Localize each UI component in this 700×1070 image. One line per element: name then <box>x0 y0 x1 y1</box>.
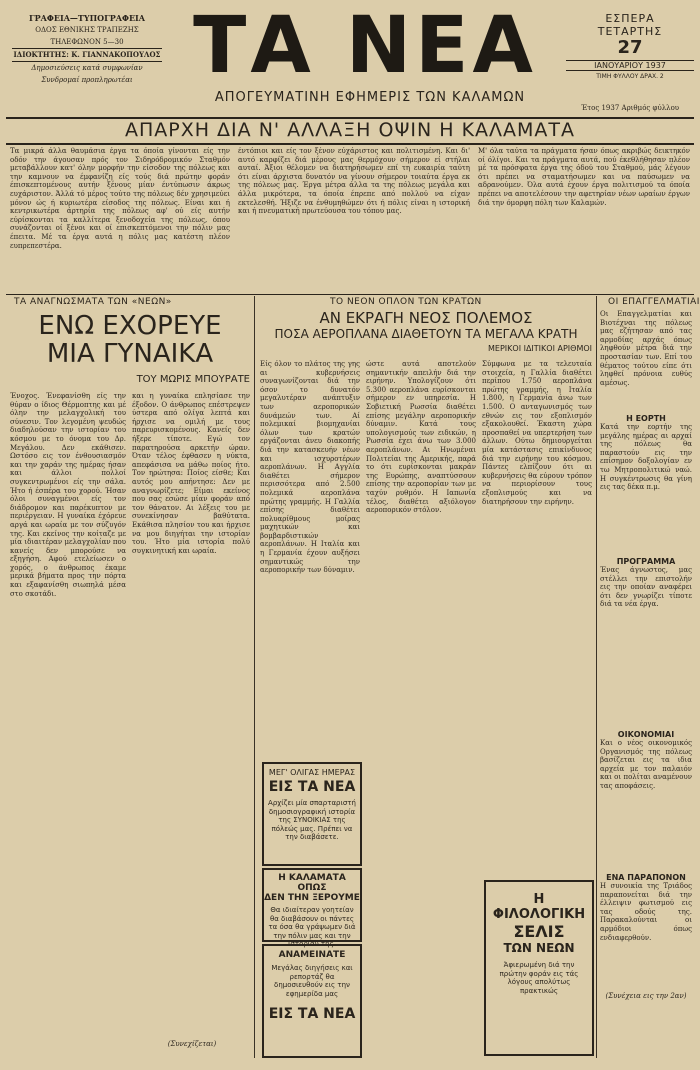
issue-number: Έτος 1937 Αριθμός φύλλου <box>580 104 680 112</box>
right-text: Ένας άγνωστος, μας στέλλει την επιστολήν εις την οποίαν αναφέρει ότι δεν γνωρίζει τίποτε διά τα νέα έργα. <box>600 566 692 609</box>
promo-main: ΕΙΣ ΤΑ ΝΕΑ <box>268 779 356 795</box>
promo-box <box>262 762 362 866</box>
right-text: Κατά την εορτήν της μεγάλης ημέρας αι αρχαί της πόλεως θα παραστούν εις την επίσημον δοξολογίαν εν τω Μητροπολιτικώ ναώ. Η συγκέντρωσις θα γίνη εις τας δέκα π.μ. <box>600 423 692 492</box>
day: 27 <box>617 37 643 58</box>
promo-text: Αρχίζει μία σπαρταριστή δημοσιογραφική ιστορία της ΣΥΝΟΙΚΙΑΣ της πόλεώς μας. Πρέπει να την διαβάσετε. <box>268 799 356 842</box>
section-label: ΤΟ ΝΕΟΝ ΟΠΛΟΝ ΤΩΝ ΚΡΑΤΩΝ <box>330 297 482 307</box>
war-col3: Σύμφωνα με τα τελευταία στοιχεία, η Γαλλία διαθέτει περίπου 1.750 αεροπλάνα πρώτης γραμμής, η Ιταλία 1.800, η Γερμανία άνω των 1.500. Ο ανταγωνισμός των εθνών εις τον εξοπλισμόν εξακολουθεί. Έκαστη χώρα προσπαθεί να υπερτερήση των άλλων. Ούτω δημιουργείται μία κατάστασις επικίνδυνος διά την ειρήνην του κόσμου. Πάντες ελπίζουν ότι αι κυβερνήσεις θα εύρουν τρόπον να περιορίσουν τους εξοπλισμούς και να διατηρήσουν την ειρήνην. <box>482 360 592 506</box>
info-line: ΟΔΟΣ ΕΘΝΙΚΗΣ ΤΡΑΠΕΖΗΣ <box>35 26 139 34</box>
kalamata-title: ΔΕΝ ΤΗΝ ΞΕΡΟΥΜΕ <box>264 893 360 903</box>
right-text: Η συνοικία της Τριάδος παραπονείται διά την έλλειψιν φωτισμού εις τας οδούς της. Παρακαλούνται οι αρμόδιοι όπως ενδιαφερθούν. <box>600 882 692 942</box>
promo-main: ΕΙΣ ΤΑ ΝΕΑ <box>268 1006 356 1023</box>
edition: ΕΣΠΕΡΑ <box>605 12 655 25</box>
literary-title: ΣΕΛΙΣ <box>513 922 565 941</box>
story-byline: ΤΟΥ ΜΩΡΙΣ ΜΠΟΥΡΑΤΕ <box>136 374 250 385</box>
war-title-line2: ΠΟΣΑ ΑΕΡΟΠΛΑΝΑ ΔΙΑΘΕΤΟΥΝ ΤΑ ΜΕΓΑΛΑ ΚΡΑΤΗ <box>274 327 578 341</box>
promo-text: Μεγάλας διηγήσεις και ρεπορτάζ θα δημοσιευθούν εις την εφημερίδα μας <box>271 964 353 998</box>
info-line: Δημοσιεύσεις κατά συμφωνίαν <box>31 64 143 72</box>
literary-page-box <box>484 880 594 1056</box>
war-col2: ώστε αυτά αποτελούν σημαντικήν απειλήν διά την ειρήνην. Υπολογίζουν ότι 5.300 αεροπλάνα ευρίσκονται σήμερον εν υπηρεσία. Η Σοβιετική Ρωσσία διαθέτει επίσης μεγάλην αεροπορικήν δύναμιν. Κατά τους υπολογισμούς των ειδικών, η Ρωσσία έχει άνω των 3.000 αεροπλάνων. Αι Ηνωμέναι Πολιτείαι της Αμερικής, παρά το ότι ευρίσκονται μακράν της Ευρώπης, αναπτύσσουν επίσης την αεροπορίαν των με ταχύν ρυθμόν. Η Ιαπωνία τέλος, διαθέτει αξιόλογον αεροπορικόν στόλον. <box>366 360 476 515</box>
story-title-line: ΜΙΑ ΓΥΝΑΙΚΑ <box>46 339 214 369</box>
literary-title: ΤΩΝ ΝΕΩΝ <box>503 941 575 955</box>
war-title-line1: ΑΝ ΕΚΡΑΓΗ ΝΕΟΣ ΠΟΛΕΜΟΣ <box>319 309 533 327</box>
lead-article-col2: έντόπιοι και είς τον ξένον εύχάριστος και πολιτισμένη. Και δι' αυτό καρφίζει διά μέρους μας θερμόχουν σήμερον εί στήλαι αυταί. Άξιοι θέλομεν να διατηρήσωμεν επί τη ευκαιρία ταύτη ότι είναι άρχιστα δυνατόν να γίνουν σήμερον τοιαύτα έργα εκ της πόλεως μας. Έργα μέτρα άλλα τα της πόλεως μεγάλα και άλλα μικρότερα, τα όποία έπρεπε από πολλού να είχαν εκτελεσθή. Ήξιζε να ένθυμηθώμεν ότι ή πόλις είναι η ιστορική και ή πνευματική πρωτεύουσα του τόπου μας. <box>238 147 470 216</box>
info-line: ΤΗΛΕΦΩΝΟΝ 5—30 <box>50 38 124 46</box>
story-col1: Ένοχος. Ένεφανίσθη είς την θύραν ο ίδιος Θέρμοπτης και μέ όλην την μελαγχολική του σύνεσιν. Τον λεγομένη ψευδώς διαδηλούσαν την ιστορίαν του κόσμου με το όνομα του Δρ. Μεγάλου. Δεν εκάθισεν. Ωστόσο εις τον ένθουσιασμόν και την χαράν της ημέρας ήσαν και άλλοι πολλοί συγκεντρωμένοι είς την σάλα. Ήτο ή έσπέρα του χορού. Ήσαν όλοι συναγμένοι είς τον διάδρομον και παρέκυπτον με περιέργειαν. Η γυναίκα έχόρευε αργά και ωραία με τον σύζυγόν της. Και εκείνος την κοίταζε με μία ιδιαιτέραν μελαγχολίαν που κανείς δεν μπορούσε να εξηγήση. Αφού ετελείωσεν ο χορός, ο άνθρωπος έκαμε μερικά βήματα προς την πόρτα και εξαφανίσθη σιωπηλά μέσα στο σκοτάδι. <box>10 392 126 598</box>
right-column <box>600 310 692 1001</box>
right-text: Οι Επαγγελματίαι και Βιοτέχναι της πόλεως μας εζήτησαν από τας αρμοδίας αρχάς όπως ληφθούν μέτρα διά την προστασίαν των. Επί του θέματος τούτου είπε ότι ληφθεί πρόνοια ευθύς αμέσως. <box>600 310 692 387</box>
lead-article-col1: Τα μικρά άλλα θαυμάσια έργα τα όποία γίνονται είς την οδόν την άγουσαν πρός τον Σιδηρόδρομικόν Σταθμόν μεταβάλλουν κατ' όλην μορφήν την είσοδον της πόλεως και την καμνουν να έμφανίζη είς τούς διά πρώτην φοράν έπισκεπτομένους αυτήν ξένους μίαν έντύπωσιν άκρως ευχάριστον. Άλλά τό μέρος τούτο της πόλεως δέν χρησιμεύει μόνον ώς ή κυριωτέρα είσοδος της πόλεως. Είναι και ή κεντρικωτέρα άρτηρία της πόλεως αφ' ού είς αυτήν εύρίσκονται τα καλλίτερα ξενοδοχεία της πόλεως, όπου συνάζονται οί ξένοι και οί επισκεπτόμενοι την πόλιν μας έπειτα. Μέ τα έργα αυτά η πόλις μας κατέστη πλέον ευπρεπεστέρα. <box>10 147 230 250</box>
month-year: ΙΑΝΟΥΑΡΙΟΥ 1937 <box>566 60 694 71</box>
masthead-right-info <box>566 12 694 80</box>
info-line: ΙΔΙΟΚΤΗΤΗΣ: Κ. ΓΙΑΝΝΑΚΟΠΟΥΛΟΣ <box>12 48 162 62</box>
story-title-line: ΕΝΩ ΕΧΟΡΕΥΕ <box>38 311 222 341</box>
newspaper-subtitle: ΑΠΟΓΕΥΜΑΤΙΝΗ ΕΦΗΜΕΡΙΣ ΤΩΝ ΚΑΛΑΜΩΝ <box>214 90 526 105</box>
story-col2: και η γυναίκα επλησίασε την έξοδον. Ο άνθρωπος επέστρεψεν ύστερα από ολίγα λεπτά και ήρχισε να ομιλή με τους παρευρισκομένους. Κανείς δεν ήξερε τίποτε. Εγώ τον παρατηρούσα αρκετήν ώραν. Όταν τέλος έφθασεν η νύκτα, απεφάσισα να μάθω ποίος ήτο. Τον ηρώτησα: Ποίος είσθε; Και αυτός μου απήντησε: Δεν με αναγνωρίζετε; Είμαι εκείνος που σας εσώσε μίαν φοράν από τον θάνατον. Αι λέξεις του με συνεκίνησαν βαθύτατα. Εκάθισα πλησίον του και ήρχισε να μου διηγήται την ιστορίαν του. Ήτο μία ιστορία πολύ συγκινητική και ωραία. <box>132 392 250 555</box>
right-heading: Η ΕΟΡΤΗ <box>626 414 666 423</box>
masthead <box>0 0 700 118</box>
right-heading: ΠΡΟΓΡΑΜΜΑ <box>616 557 676 566</box>
promo-top: ΑΝΑΜΕΙΝΑΤΕ <box>278 950 346 960</box>
literary-title: Η ΦΙΛΟΛΟΓΙΚΗ <box>492 892 586 922</box>
promo-box <box>262 944 362 1058</box>
section-label: ΤΑ ΑΝΑΓΝΩΣΜΑΤΑ ΤΩΝ «ΝΕΩΝ» <box>14 297 172 307</box>
kalamata-text: Θα ιδιαίτεραν γοητείαν θα διαβάσουν οι πάντες τα όσα θα γράψωμεν διά την πόλιν μας και την ιστορίαν της. <box>268 906 356 949</box>
continued-note: (Συνεχίζεται) <box>167 1040 217 1048</box>
war-col1: Είς όλον το πλάτος της γης αι κυβερνήσεις συναγωνίζονται διά την όσον το δυνατόν μεγαλυτέραν ανάπτυξιν των αεροπορικών δυνάμεών των. Αί πολεμικαί βιομηχανίαι όλων των κρατών εργάζονται άνευ διακοπής διά την κατασκευήν νέων και ισχυροτέρων αεροπλάνων. Η Αγγλία διαθέτει σήμερον περισσότερα από 2.500 πολεμικά αεροπλάνα πρώτης γραμμής. Η Γαλλία επίσης διαθέτει πολυαρίθμους μοίρας μαχητικών και βομβαρδιστικών αεροπλάνων. Η Ιταλία και η Γερμανία έχουν αυξήσει σημαντικώς την αεροπορικήν των δύναμιν. <box>260 360 360 575</box>
weekday: ΤΕΤΑΡΤΗΣ <box>597 25 663 38</box>
price: ΤΙΜΗ ΦΥΛΛΟΥ ΔΡΑΧ. 2 <box>596 73 664 80</box>
section-label: ΟΙ ΕΠΑΓΓΕΛΜΑΤΙΑΙ <box>608 297 700 307</box>
lead-article-col3: Μ' όλα ταύτα τα πράγματα ήσαν όπως ακριβώς δεικτηκόν οί όλίγοι. Και τα πράγματα αυτά, πού έκεθλήθησαν πλέον μέ τα πρόσφατα έργα της όδού του Σταθμού, μάς λέγουν ότι πρέπει να σταματήσωμεν και να παύσωμεν να αδρανούμεν. Όλα αυτά έχουν έργα πολιτισμού τα όποία πρέπει να αποτελέσουν την αφετηρίαν νέων ωραίων έργων διά την όμορφη πόλη των Καλαμών. <box>478 147 690 207</box>
promo-top: ΜΕΓ' ΟΛΙΓΑΣ ΗΜΕΡΑΣ <box>268 768 356 777</box>
war-article-title <box>260 310 592 353</box>
right-footer: (Συνέχεια εις την 2αν) <box>605 992 687 1000</box>
kalamata-title: Η ΚΑΛΑΜΑΤΑ ΟΠΩΣ <box>278 873 346 893</box>
story-title <box>10 312 250 385</box>
main-headline: ΑΠΑΡΧΗ ΔΙΑ Ν' ΑΛΛΑΞΗ ΟΨΙΝ Η ΚΑΛΑΜΑΤΑ <box>124 119 576 141</box>
info-line: ΓΡΑΦΕΙΑ—ΤΥΠΟΓΡΑΦΕΙΑ <box>28 13 146 23</box>
divider <box>6 143 694 145</box>
divider <box>6 294 694 295</box>
right-text: Και ο νέος οικονομικός Οργανισμός της πόλεως βασίζεται εις τα ιδια αρχεία με τον παλαιόν και οι πολίται αναμένουν τας αποφάσεις. <box>600 739 692 790</box>
kalamata-box <box>262 868 362 949</box>
newspaper-logo: ΤΑ ΝΕΑ <box>193 1 537 91</box>
masthead-left-info <box>12 12 162 86</box>
right-heading: ΕΝΑ ΠΑΡΑΠΟΝΟΝ <box>606 873 686 882</box>
right-heading: ΟΙΚΟΝΟΜΙΑΙ <box>617 730 675 739</box>
column-rule <box>254 296 255 1058</box>
info-line: Συνδρομαί προπληρωτέαι <box>41 76 133 84</box>
literary-text: Άφιερωμένη διά την πρώτην φοράν εις τάς λόγους απολύτως πρακτικώς <box>499 961 579 995</box>
column-rule <box>596 296 597 1058</box>
war-subtitle: ΜΕΡΙΚΟΙ ΙΔΙΤΙΚΟΙ ΑΡΙΘΜΟΙ <box>488 344 592 353</box>
